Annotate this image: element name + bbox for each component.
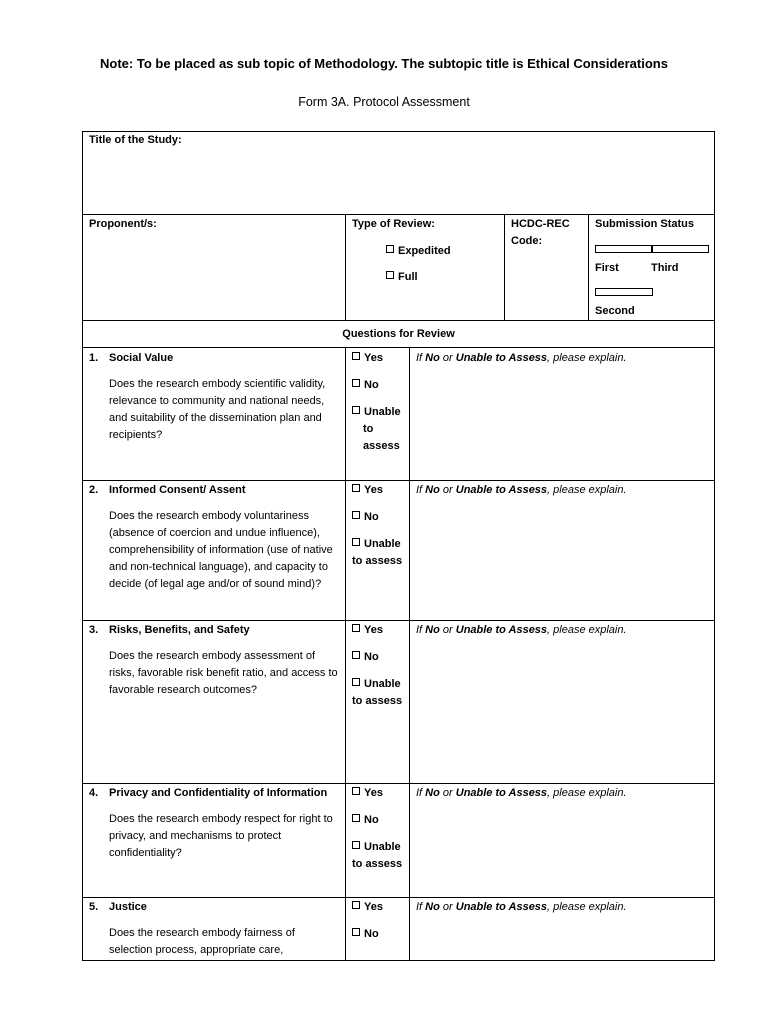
explanation-field[interactable]	[410, 481, 715, 621]
checkbox-icon	[386, 271, 394, 279]
checkbox-icon	[352, 538, 360, 546]
submission-status-label: Submission Status	[595, 218, 695, 230]
explain-hint: If No or Unable to Assess, please explain.	[416, 787, 627, 799]
no-checkbox[interactable]	[352, 812, 403, 829]
proponents-label: Proponent/s:	[89, 218, 157, 230]
checkbox-icon	[352, 841, 360, 849]
checkbox-icon	[352, 787, 360, 795]
unable-label-line2: to assess	[352, 858, 403, 870]
full-checkbox[interactable]	[386, 269, 498, 286]
explanation-field[interactable]	[410, 621, 715, 784]
checkbox-icon	[595, 245, 653, 253]
no-label: No	[364, 379, 379, 391]
answer-options	[346, 784, 410, 898]
protocol-assessment-table	[82, 131, 715, 961]
first-checkbox[interactable]	[595, 243, 651, 277]
checkbox-icon	[352, 511, 360, 519]
item-title: Justice	[109, 901, 147, 913]
third-label: Third	[651, 262, 679, 274]
table-row	[83, 784, 715, 898]
item-title: Privacy and Confidentiality of Information	[109, 787, 328, 799]
yes-label: Yes	[364, 484, 383, 496]
checkbox-icon	[352, 651, 360, 659]
hcdc-rec-code-field[interactable]	[505, 215, 589, 321]
explain-hint: If No or Unable to Assess, please explain.	[416, 901, 627, 913]
yes-label: Yes	[364, 352, 383, 364]
yes-checkbox[interactable]	[352, 899, 403, 916]
question-cell	[83, 784, 346, 898]
checkbox-icon	[651, 245, 709, 253]
question-cell	[83, 348, 346, 481]
unable-label: Unable	[364, 678, 401, 690]
checkbox-icon	[352, 678, 360, 686]
no-checkbox[interactable]	[352, 509, 403, 526]
yes-checkbox[interactable]	[352, 622, 403, 639]
answer-options	[346, 898, 410, 961]
second-label: Second	[595, 305, 635, 317]
unable-label-line2: to	[363, 423, 374, 435]
checkbox-icon	[352, 624, 360, 632]
type-of-review-label: Type of Review:	[352, 218, 435, 230]
second-checkbox[interactable]	[595, 286, 651, 320]
first-label: First	[595, 262, 619, 274]
no-checkbox[interactable]	[352, 649, 403, 666]
answer-options	[346, 481, 410, 621]
unable-label-line2: to assess	[352, 695, 403, 707]
answer-options	[346, 348, 410, 481]
item-title: Social Value	[109, 352, 174, 364]
checkbox-icon	[352, 406, 360, 414]
item-question: Does the research embody assessment of risks, favorable risk benefit ratio, and access to favorable research outcomes?	[109, 650, 338, 696]
unable-checkbox[interactable]	[352, 404, 403, 455]
full-label: Full	[398, 271, 418, 283]
yes-checkbox[interactable]	[352, 350, 403, 367]
item-question: Does the research embody fairness of selection process, appropriate care,	[109, 927, 295, 956]
yes-label: Yes	[364, 901, 383, 913]
item-number: 1.	[89, 352, 99, 364]
table-row	[83, 621, 715, 784]
unable-label: Unable	[364, 538, 401, 550]
no-label: No	[364, 651, 379, 663]
yes-label: Yes	[364, 787, 383, 799]
item-question: Does the research embody scientific validity, relevance to community and national needs, and suitability of the dissemination plan and recipients?	[109, 378, 326, 441]
checkbox-icon	[352, 379, 360, 387]
unable-label-line3: assess	[363, 440, 400, 452]
item-number: 2.	[89, 484, 99, 496]
question-cell	[83, 481, 346, 621]
explanation-field[interactable]	[410, 348, 715, 481]
checkbox-icon	[352, 352, 360, 360]
no-label: No	[364, 814, 379, 826]
question-cell	[83, 898, 346, 961]
unable-label: Unable	[364, 406, 401, 418]
type-of-review-cell	[346, 215, 505, 321]
item-question: Does the research embody respect for right to privacy, and mechanisms to protect confidentiality?	[109, 813, 333, 859]
checkbox-icon	[595, 288, 653, 296]
expedited-label: Expedited	[398, 245, 451, 257]
title-of-study-field[interactable]	[83, 132, 715, 215]
unable-checkbox[interactable]	[352, 839, 403, 873]
proponents-field[interactable]	[83, 215, 346, 321]
explanation-field[interactable]	[410, 784, 715, 898]
yes-checkbox[interactable]	[352, 785, 403, 802]
hcdc-rec-label: HCDC-REC	[511, 218, 570, 230]
answer-options	[346, 621, 410, 784]
explain-hint: If No or Unable to Assess, please explain.	[416, 484, 627, 496]
item-number: 5.	[89, 901, 99, 913]
item-number: 4.	[89, 787, 99, 799]
question-cell	[83, 621, 346, 784]
unable-checkbox[interactable]	[352, 676, 403, 710]
placement-note: Note: To be placed as sub topic of Methodology. The subtopic title is Ethical Considerations	[100, 56, 668, 71]
explain-hint: If No or Unable to Assess, please explain.	[416, 624, 627, 636]
yes-checkbox[interactable]	[352, 482, 403, 499]
title-of-study-label: Title of the Study:	[89, 134, 182, 146]
code-label: Code:	[511, 235, 543, 247]
form-title: Form 3A. Protocol Assessment	[298, 95, 470, 109]
explain-hint: If No or Unable to Assess, please explain.	[416, 352, 627, 364]
item-title: Informed Consent/ Assent	[109, 484, 246, 496]
no-checkbox[interactable]	[352, 926, 403, 943]
explanation-field[interactable]	[410, 898, 715, 961]
submission-status-cell	[589, 215, 715, 321]
questions-for-review-header: Questions for Review	[83, 321, 715, 348]
yes-label: Yes	[364, 624, 383, 636]
no-label: No	[364, 928, 379, 940]
item-question: Does the research embody voluntariness (absence of coercion and undue influence), comprehensibility of information (use of native and non-technical language), and capacity to decide (of legal age and/or of sound mind)?	[109, 510, 333, 590]
item-number: 3.	[89, 624, 99, 636]
checkbox-icon	[352, 928, 360, 936]
unable-label-line2: to assess	[352, 555, 403, 567]
checkbox-icon	[352, 484, 360, 492]
table-row	[83, 481, 715, 621]
unable-label: Unable	[364, 841, 401, 853]
unable-checkbox[interactable]	[352, 536, 403, 570]
checkbox-icon	[352, 814, 360, 822]
no-checkbox[interactable]	[352, 377, 403, 394]
expedited-checkbox[interactable]	[386, 243, 498, 260]
table-row	[83, 348, 715, 481]
no-label: No	[364, 511, 379, 523]
checkbox-icon	[352, 901, 360, 909]
third-checkbox[interactable]	[651, 243, 713, 277]
table-row	[83, 898, 715, 961]
checkbox-icon	[386, 245, 394, 253]
item-title: Risks, Benefits, and Safety	[109, 624, 250, 636]
